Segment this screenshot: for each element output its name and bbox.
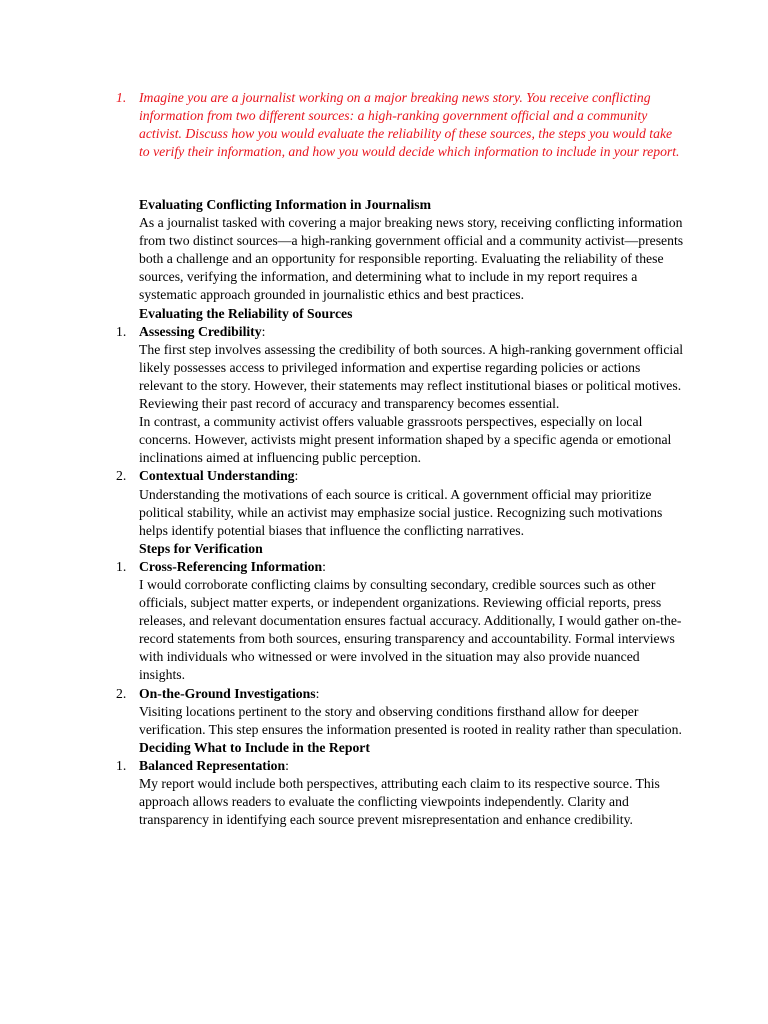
list-item-number: 1. (116, 323, 127, 339)
list-item-paragraph: The first step involves assessing the credibility of both sources. A high-ranking government official likely possesses access to privileged information and expertise regarding policies or actions relevant to the story. However, their statements may reflect institutional biases or political motives. Reviewing their past record of accuracy and transparency becomes essential. (139, 341, 684, 412)
list-item-heading: Contextual Understanding (139, 468, 295, 484)
question-number: 1. (116, 90, 127, 105)
list-item-paragraph: My report would include both perspectives, attributing each claim to its respective source. This approach allows readers to evaluate the conflicting viewpoints independently. Clarity and transparency in identifying each source prevent misrepresentation and enhance credibility. (139, 776, 660, 828)
list-item-paragraph: Understanding the motivations of each source is critical. A government official may prioritize political stability, while an activist may emphasize social justice. Recognizing such motivations helps identify potential biases that influence the conflicting narratives. (139, 486, 663, 538)
section-heading-verification: Steps for Verification (139, 540, 263, 556)
list-item-heading: Assessing Credibility (139, 323, 262, 339)
list-item-colon: : (261, 323, 266, 339)
question-text: Imagine you are a journalist working on a major breaking news story. You receive conflicting information from two different sources: a high-ranking government official and a community activist. Discuss how you would evaluate the reliability of these sources, the steps you would take to verify their information, and how you would decide which information to include in your report. (139, 90, 680, 160)
answer-body (116, 196, 686, 829)
list-item-number: 2. (116, 685, 127, 701)
list-item (116, 467, 686, 539)
question (116, 89, 686, 161)
list-item-number: 1. (116, 558, 127, 574)
list-item-paragraph: Visiting locations pertinent to the story and observing conditions firsthand allow for deeper verification. This step ensures the information presented is rooted in reality rather than speculation. (139, 703, 682, 737)
section-heading-report: Deciding What to Include in the Report (139, 739, 370, 755)
answer-title: Evaluating Conflicting Information in Journalism (139, 197, 432, 212)
list-item-heading: Balanced Representation (139, 757, 286, 773)
list-item (116, 558, 686, 685)
section-heading-reliability: Evaluating the Reliability of Sources (139, 305, 353, 321)
list-item (116, 757, 686, 829)
list-item-number: 1. (116, 757, 127, 773)
list-item-heading: Cross-Referencing Information (139, 558, 323, 574)
list-item (116, 685, 686, 739)
intro-paragraph: As a journalist tasked with covering a major breaking news story, receiving conflicting information from two distinct sources—a high-ranking government official and a community activist—presents both a challenge and an opportunity for responsible reporting. Evaluating the reliability of these sources, verifying the information, and determining what to include in my report requires a systematic approach grounded in journalistic ethics and best practices. (139, 215, 684, 303)
list-item-heading: On-the-Ground Investigations (139, 685, 316, 701)
list-item-colon: : (294, 468, 299, 484)
list-item-paragraph: In contrast, a community activist offers valuable grassroots perspectives, especially on local concerns. However, activists might present information shaped by a specific agenda or emotional inclinations aimed at influencing public perception. (139, 414, 672, 466)
list-item-colon: : (315, 685, 320, 701)
list-item-number: 2. (116, 468, 127, 484)
list-item-colon: : (285, 757, 289, 773)
list-item-colon: : (322, 558, 326, 574)
list-item (116, 323, 686, 468)
list-item-paragraph: I would corroborate conflicting claims by consulting secondary, credible sources such as other officials, subject matter experts, or independent organizations. Reviewing official reports, press releases, and relevant documentation ensures factual accuracy. Additionally, I would gather on-the-record statements from both sources, ensuring transparency and accountability. Formal interviews with individuals who witnessed or were involved in the situation may also provide nuanced insights. (139, 576, 682, 683)
